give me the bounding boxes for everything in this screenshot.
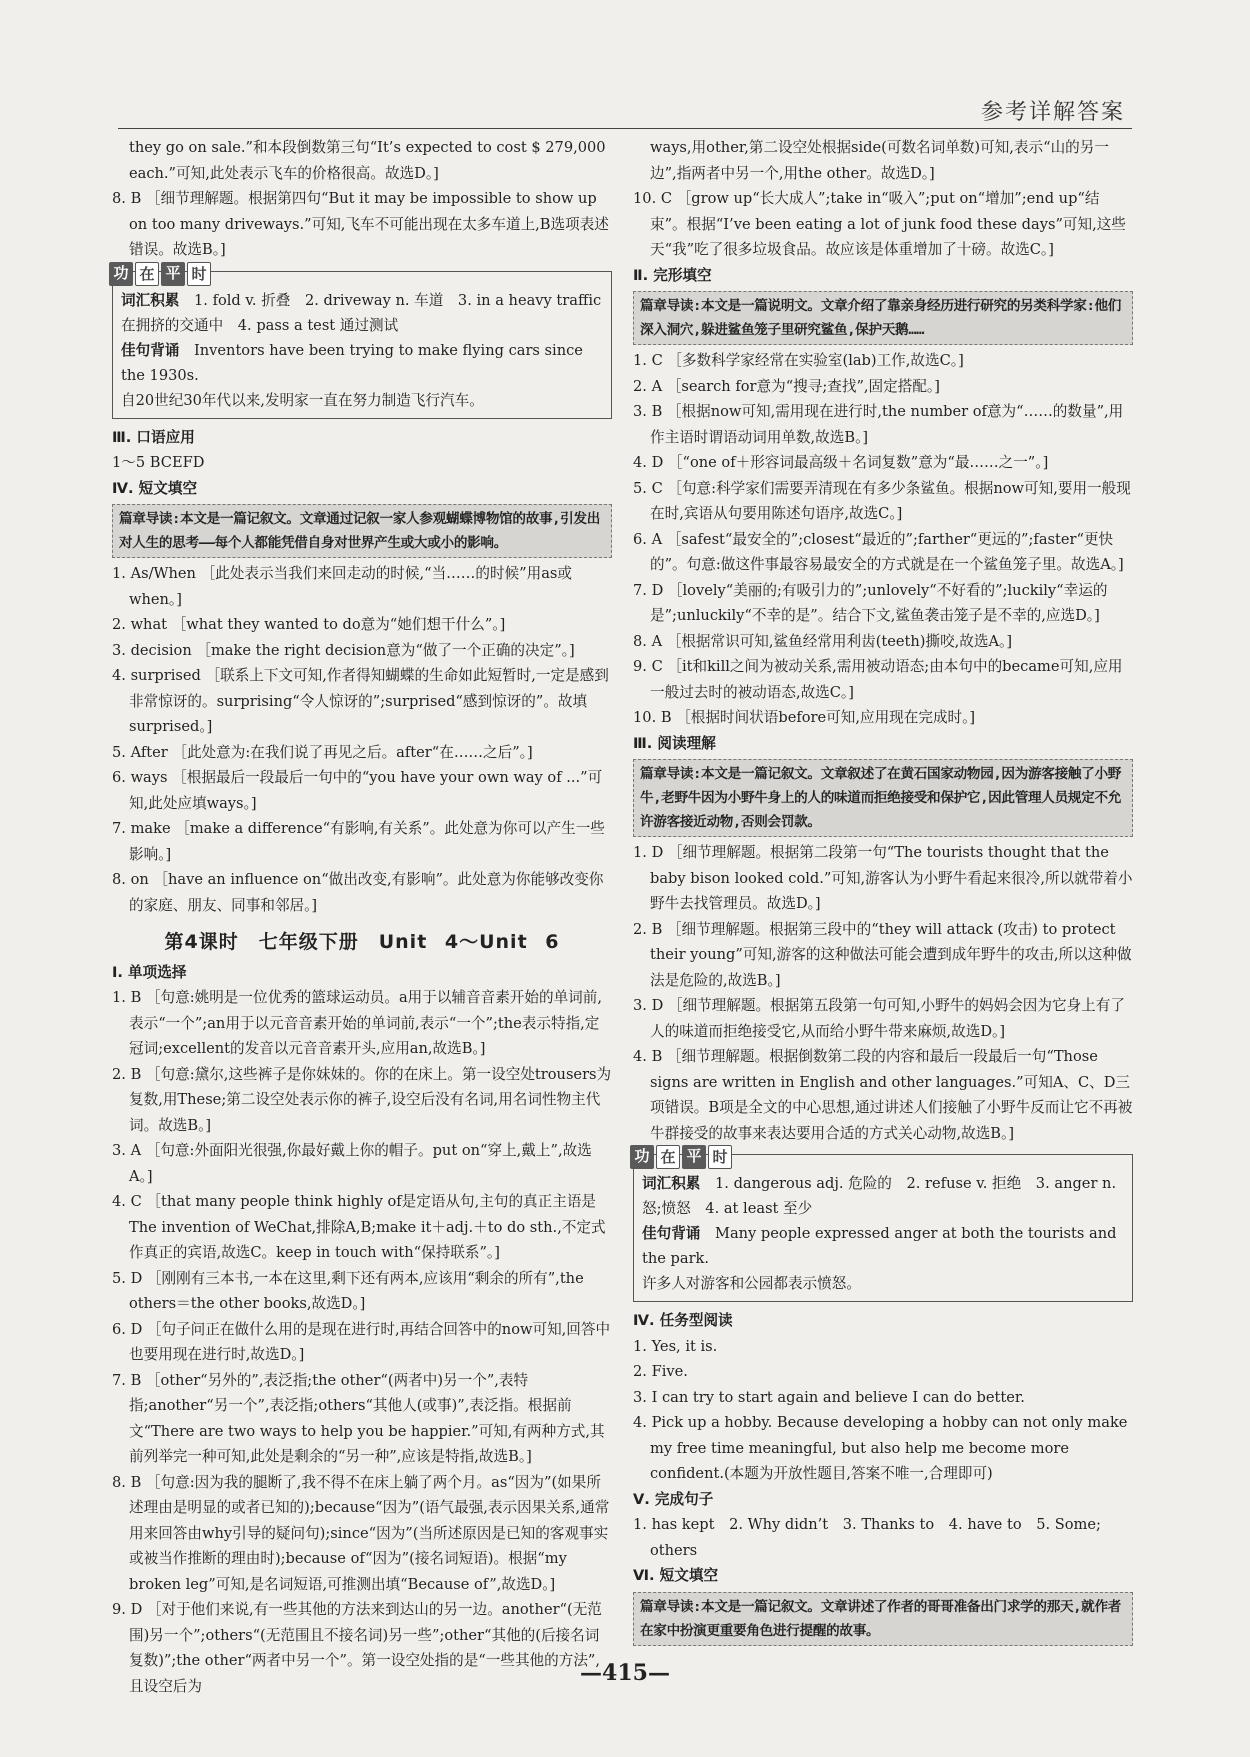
tag-char: 功 — [630, 1145, 654, 1169]
tag-char: 平 — [161, 262, 185, 286]
answer-item: 6. A ［safest“最安全的”;closest“最近的”;farther“更远的”;faster“更快的”。句意:做这件事最容易最安全的方式就是在一个鲨鱼笼子里。故选A。] — [633, 530, 1124, 573]
answer-item: 4. D ［“one of＋形容词最高级＋名词复数”意为“最……之一”。] — [633, 454, 1049, 471]
answer-item: 1～5 BCEFD — [112, 454, 205, 471]
left-column — [112, 135, 612, 1699]
section-heading: Ⅲ. 口语应用 — [112, 428, 195, 446]
reading-guide: 篇章导读:本文是一篇记叙文。文章讲述了作者的哥哥准备出门求学的那天,就作者在家中扮演更重要角色进行提醒的故事。 — [633, 1592, 1133, 1646]
answer-item: 1. D ［细节理解题。根据第二段第一句“The tourists thought that the baby bison looked cold.”可知,游客认为小野牛看起来很冷,所以就带着小野牛去找管理员。故选D。] — [633, 844, 1133, 912]
answer-item: 4. C ［that many people think highly of是定语从句,主句的真正主语是The invention of WeChat,排除A,B;make it＋adj.＋to do sth.,不定式作真正的宾语,故选C。keep in touch with“保持联系”。] — [112, 1193, 606, 1261]
answer-item: 7. B ［other“另外的”,表泛指;the other“(两者中)另一个”,表特指;another“另一个”,表泛指;others“其他人(或事)”,表泛指。根据前文“There are two ways to help you be happier.”可知,有两种方式,其前列举完一种可知,此处是剩余的“另一种”,应该是特指,故选B。] — [112, 1371, 605, 1465]
answer-item: 2. Five. — [633, 1363, 688, 1380]
answer-item: 8. B ［细节理解题。根据第四句“But it may be impossible to show up on too many driveways.”可知,飞车不可能出现在太多车道上,B选项表述错误。故选B。] — [112, 190, 609, 258]
sentence-translation: 自20世纪30年代以来,发明家一直在努力制造飞行汽车。 — [121, 391, 484, 409]
vocab-label: 词汇积累 — [121, 291, 180, 309]
practice-tag — [630, 1145, 734, 1169]
answer-item: 3. I can try to start again and believe I can do better. — [633, 1388, 1025, 1406]
answer-item: 8. A ［根据常识可知,鲨鱼经常用利齿(teeth)撕咬,故选A。] — [633, 632, 1013, 650]
reading-guide: 篇章导读:本文是一篇记叙文。文章通过记叙一家人参观蝴蝶博物馆的故事,引发出对人生的思考——每个人都能凭借自身对世界产生或大或小的影响。 — [112, 504, 612, 558]
answer-item: 2. A ［search for意为“搜寻;查找”,固定搭配。] — [633, 377, 940, 395]
reading-guide: 篇章导读:本文是一篇说明文。文章介绍了靠亲身经历进行研究的另类科学家:他们深入洞穴,躲进鲨鱼笼子里研究鲨鱼,保护天鹅…… — [633, 291, 1133, 345]
vocab-label: 词汇积累 — [642, 1175, 701, 1192]
answer-item: 6. ways ［根据最后一段最后一句中的“you have your own way of ...”可知,此处应填ways。] — [112, 769, 603, 812]
section-heading: Ⅳ. 任务型阅读 — [633, 1312, 733, 1329]
section-heading: Ⅱ. 完形填空 — [633, 266, 712, 284]
answer-item: 5. C ［句意:科学家们需要弄清现在有多少条鲨鱼。根据now可知,要用一般现在时,宾语从句要用陈述句语序,故选C。] — [633, 479, 1131, 522]
paragraph: they go on sale.”和本段倒数第三句“It’s expected to cost $ 279,000 each.”可知,此处表示飞车的价格很高。故选D。] — [129, 139, 606, 182]
sentence-translation: 许多人对游客和公园都表示愤怒。 — [642, 1275, 861, 1292]
right-column — [633, 135, 1133, 1649]
answer-item: 4. Pick up a hobby. Because developing a hobby can not only make my free time meaningful, but also help me become more confident.(本题为开放性题目,答案不唯一,合理即可) — [633, 1414, 1128, 1482]
tag-char: 时 — [187, 262, 211, 286]
answer-item: 3. decision ［make the right decision意为“做了一个正确的决定”。] — [112, 641, 575, 659]
page-header: 参考详解答案 — [980, 100, 1125, 125]
answer-item: 1. As/When ［此处表示当我们来回走动的时候,“当……的时候”用as或when。] — [112, 565, 572, 608]
paragraph: ways,用other,第二设空处根据side(可数名词单数)可知,表示“山的另一边”,指两者中另一个,用the other。故选D。] — [650, 139, 1109, 182]
sentence-text: Inventors have been trying to make flying cars since the 1930s. — [121, 341, 583, 384]
tag-char: 在 — [135, 262, 159, 286]
answer-item: 5. D ［刚刚有三本书,一本在这里,剩下还有两本,应该用“剩余的所有”,the others＝the other books,故选D。] — [112, 1269, 584, 1312]
vocab-text: 1. dangerous adj. 危险的 2. refuse v. 拒绝 3. anger n. 怒;愤怒 4. at least 至少 — [642, 1175, 1117, 1217]
header-divider — [118, 128, 1132, 129]
tag-char: 功 — [109, 262, 133, 286]
sentence-label: 佳句背诵 — [642, 1225, 701, 1242]
reading-guide: 篇章导读:本文是一篇记叙文。文章叙述了在黄石国家动物园,因为游客接触了小野牛,老野牛因为小野牛身上的人的味道而拒绝接受和保护它,因此管理人员规定不允许游客接近动物,否则会罚款。 — [633, 759, 1133, 837]
answer-item: 10. B ［根据时间状语before可知,应用现在完成时。] — [633, 709, 976, 726]
page-number: —415— — [580, 1660, 670, 1686]
answer-item: 6. D ［句子问正在做什么用的是现在进行时,再结合回答中的now可知,回答中也要用现在进行时,故选D。] — [112, 1320, 611, 1363]
vocab-text: 1. fold v. 折叠 2. driveway n. 车道 3. in a heavy traffic 在拥挤的交通中 4. pass a test 通过测试 — [121, 291, 602, 334]
section-heading: Ⅳ. 短文填空 — [112, 479, 198, 497]
answer-item: 1. C ［多数科学家经常在实验室(lab)工作,故选C。] — [633, 352, 964, 369]
tag-char: 在 — [656, 1145, 680, 1169]
answer-item: 2. B ［句意:黛尔,这些裤子是你妹妹的。你的在床上。第一设空处trousers为复数,用These;第二设空处表示你的裤子,设空后没有名词,用名词性物主代词。故选B。] — [112, 1065, 612, 1134]
sentence-label: 佳句背诵 — [121, 341, 180, 359]
practice-tag — [109, 262, 213, 286]
answer-item: 3. D ［细节理解题。根据第五段第一句可知,小野牛的妈妈会因为它身上有了人的味道而拒绝接受它,从而给小野牛带来麻烦,故选D。] — [633, 997, 1125, 1040]
section-heading: Ⅲ. 阅读理解 — [633, 734, 716, 752]
answer-item: 10. C ［grow up“长大成人”;take in“吸入”;put on“增加”;end up“结束”。根据“I’ve been eating a lot of junk food these days”可知,这些天“我”吃了很多垃圾食品。故应该是体重增加了十磅。故选C。] — [633, 190, 1126, 258]
practice-box — [112, 263, 612, 419]
answer-item: 8. B ［句意:因为我的腿断了,我不得不在床上躺了两个月。as“因为”(如果所述理由是明显的或者已知的);because“因为”(语气最强,表示因果关系,通常用来回答由why引导的疑问句);since“因为”(当所述原因是已知的客观事实或被当作推断的理由时);because of“因为”(接名词短语)。根据“my broken leg”可知,是名词短语,可推测出填“Because of”,故选D。] — [112, 1473, 610, 1593]
answer-item: 2. what ［what they wanted to do意为“她们想干什么”。] — [112, 616, 506, 633]
answer-item: 1. has kept 2. Why didn’t 3. Thanks to 4. have to 5. Some; others — [633, 1516, 1101, 1559]
answer-item: 3. B ［根据now可知,需用现在进行时,the number of意为“……的数量”,用作主语时谓语动词用单数,故选B。] — [633, 403, 1124, 446]
practice-box — [633, 1147, 1133, 1302]
tag-char: 平 — [682, 1145, 706, 1169]
answer-item: 7. make ［make a difference“有影响,有关系”。此处意为你可以产生一些影响。] — [112, 820, 605, 863]
answer-item: 1. Yes, it is. — [633, 1337, 718, 1355]
answer-item: 8. on ［have an influence on“做出改变,有影响”。此处意为你能够改变你的家庭、朋友、同事和邻居。] — [112, 871, 604, 914]
answer-item: 1. B ［句意:姚明是一位优秀的篮球运动员。a用于以辅音音素开始的单词前,表示“一个”;an用于以元音音素开始的单词前,表示“一个”;the表示特指,定冠词;excellent的发音以元音音素开头,应用an,故选B。] — [112, 989, 602, 1057]
answer-item: 3. A ［句意:外面阳光很强,你最好戴上你的帽子。put on“穿上,戴上”,故选A。] — [112, 1142, 592, 1185]
answer-item: 9. D ［对于他们来说,有一些其他的方法来到达山的另一边。another“(无范围)另一个”;others“(无范围且不接名词)另一些”;other“其他的(后接名词复数)”;the other“两者中另一个”。第一设空处指的是“一些其他的方法”,且设空后为 — [112, 1601, 602, 1695]
section-heading: Ⅴ. 完成句子 — [633, 1490, 714, 1508]
tag-char: 时 — [708, 1145, 732, 1169]
section-heading: Ⅵ. 短文填空 — [633, 1567, 719, 1584]
answer-item: 9. C ［it和kill之间为被动关系,需用被动语态;由本句中的became可知,应用一般过去时的被动语态,故选C。] — [633, 658, 1123, 701]
section-heading: Ⅰ. 单项选择 — [112, 963, 187, 981]
answer-item: 2. B ［细节理解题。根据第三段中的“they will attack (攻击) to protect their young”可知,游客的这种做法可能会遭到成年野牛的攻击,所以这种做法是危险的,故选B。] — [633, 920, 1132, 989]
answer-item: 4. surprised ［联系上下文可知,作者得知蝴蝶的生命如此短暂时,一定是感到非常惊讶的。surprising“令人惊讶的”;surprised“感到惊讶的”。故填surprised。] — [112, 667, 609, 735]
answer-item: 4. B ［细节理解题。根据倒数第二段的内容和最后一段最后一句“Those signs are written in English and other languages.”可知A、C、D三项错误。B项是全文的中心思想,通过讲述人们接触了小野牛反而让它不再被牛群接受的故事来表达要用合适的方式关心动物,故选B。] — [633, 1048, 1133, 1142]
answer-item: 5. After ［此处意为:在我们说了再见之后。after“在……之后”。] — [112, 743, 533, 761]
lesson-title: 第4课时 七年级下册 Unit 4～Unit 6 — [164, 931, 560, 953]
answer-item: 7. D ［lovely“美丽的;有吸引力的”;unlovely“不好看的”;luckily“幸运的是”;unluckily“不幸的是”。结合下文,鲨鱼袭击笼子是不幸的,应选D。] — [633, 581, 1108, 624]
sentence-text: Many people expressed anger at both the tourists and the park. — [642, 1225, 1117, 1267]
